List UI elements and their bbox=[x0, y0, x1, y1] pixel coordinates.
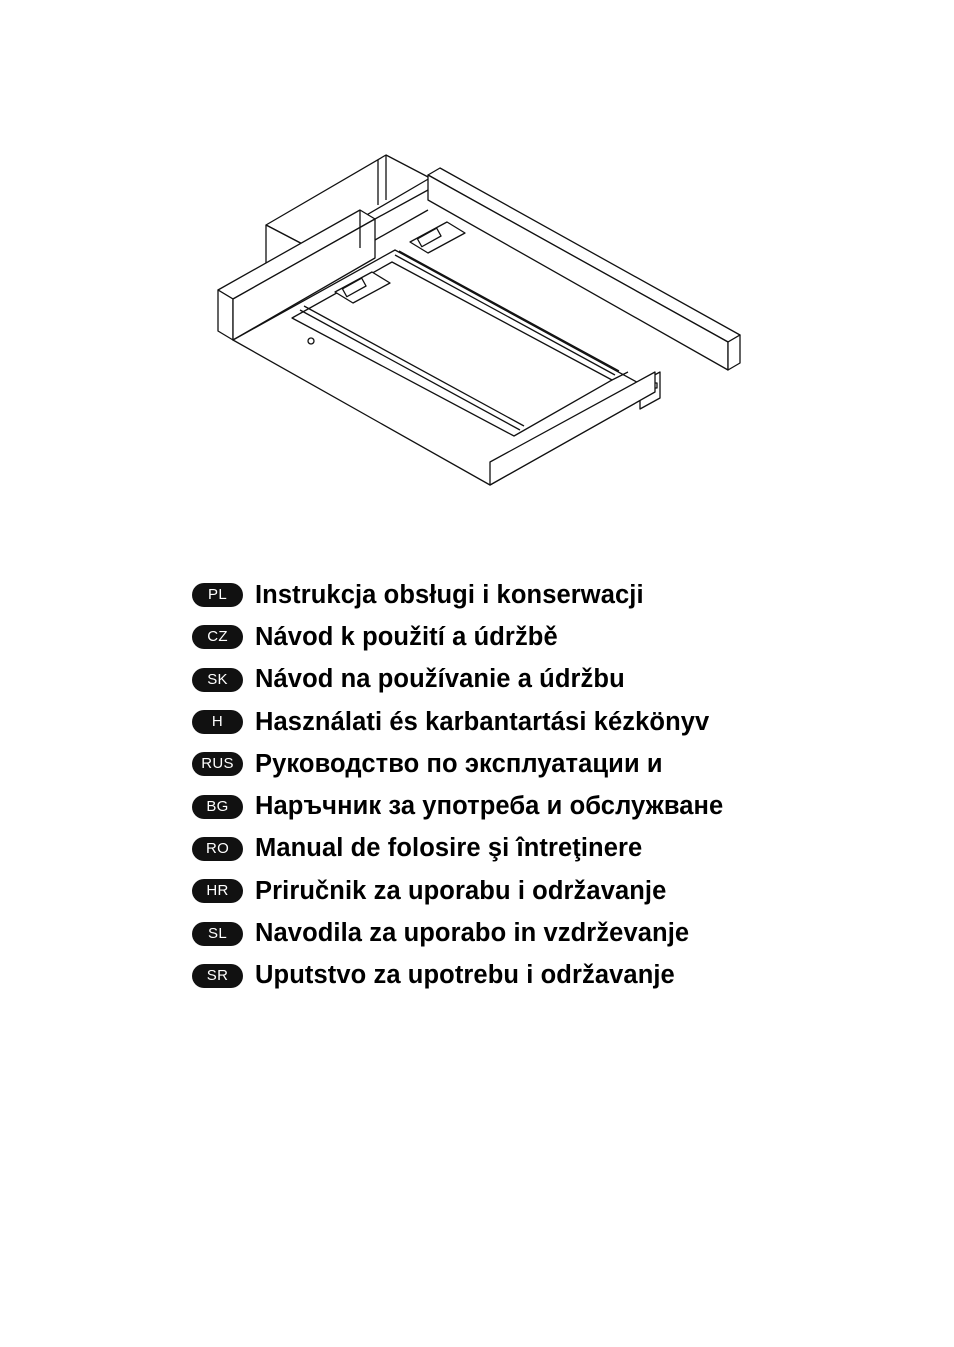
language-badge-sl: SL bbox=[192, 922, 243, 946]
hood-control-knob bbox=[308, 338, 314, 344]
language-badge-bg: BG bbox=[192, 795, 243, 819]
language-badge-pl: PL bbox=[192, 583, 243, 607]
hood-left-bar-front bbox=[218, 290, 233, 340]
list-item-bg bbox=[192, 785, 723, 827]
language-badge-sk: SK bbox=[192, 668, 243, 692]
manual-title-bg: Наръчник за употреба и обслужване bbox=[255, 792, 724, 821]
manual-title-cz: Návod k použití a údržbě bbox=[255, 622, 558, 651]
cooker-hood-illustration bbox=[200, 140, 760, 500]
manual-title-h: Használati és karbantartási kézkönyv bbox=[255, 707, 710, 736]
language-list bbox=[192, 574, 723, 997]
list-item-hr bbox=[192, 870, 723, 912]
hood-front-visor-end bbox=[728, 335, 740, 370]
manual-title-sl: Navodila za uporabo in vzdrževanje bbox=[255, 919, 690, 948]
list-item-h bbox=[192, 701, 723, 743]
manual-title-pl: Instrukcja obsługi i konserwacji bbox=[255, 580, 644, 609]
language-badge-ro: RO bbox=[192, 837, 243, 861]
language-badge-cz: CZ bbox=[192, 625, 243, 649]
manual-title-rus: Руководство по эксплуатации и bbox=[255, 749, 663, 778]
manual-title-sr: Uputstvo za upotrebu i održavanje bbox=[255, 961, 675, 990]
manual-title-sk: Návod na používanie a údržbu bbox=[255, 665, 625, 694]
list-item-sk bbox=[192, 659, 723, 701]
list-item-sr bbox=[192, 955, 723, 997]
list-item-ro bbox=[192, 828, 723, 870]
language-badge-h: H bbox=[192, 710, 243, 734]
manual-title-ro: Manual de folosire şi întreţinere bbox=[255, 834, 643, 863]
list-item-pl bbox=[192, 574, 723, 616]
language-badge-hr: HR bbox=[192, 879, 243, 903]
manual-title-hr: Priručnik za uporabu i održavanje bbox=[255, 876, 667, 905]
language-badge-rus: RUS bbox=[192, 752, 243, 776]
list-item-rus bbox=[192, 743, 723, 785]
language-badge-sr: SR bbox=[192, 964, 243, 988]
list-item-sl bbox=[192, 912, 723, 954]
list-item-cz bbox=[192, 616, 723, 658]
